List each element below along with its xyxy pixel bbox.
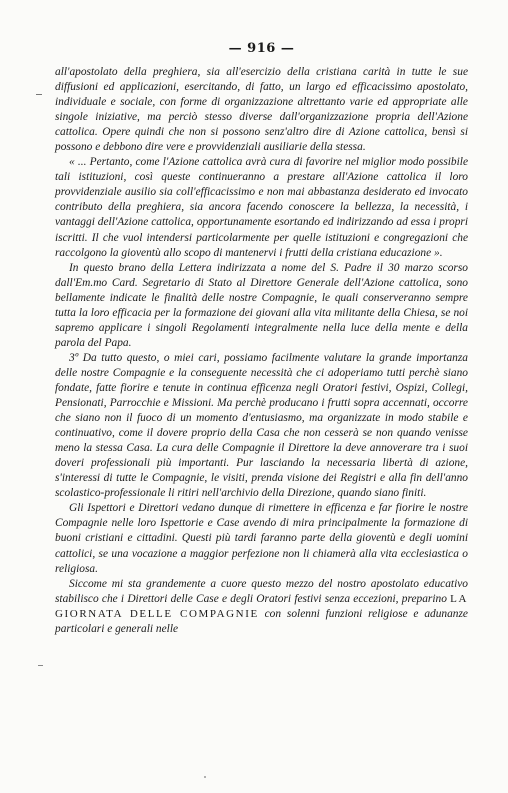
quoted-paragraph: « ... Pertanto, come l'Azione cattolica avrà cura di favorire nel miglior modo possibile tali istituzioni, così queste continueranno a prestare all'Azione cattolica il loro provvidenziale ausilio sia coll'efficacissimo e non mai abbastanza desiderato ed invocato contributo della preghiera, sia ancora facendo conoscere la bellezza, la necessità, i vantaggi dell'Azione cattolica, opportunamente esortando ed indirizzando ad essa i propri iscritti. Il che vuol intendersi particolarmente per quelle istituzioni e congregazioni che raccolgono la gioventù allo scopo di mantenervi i frutti della cristiana educazione ».	[55, 156, 468, 259]
paragraph: Gli Ispettori e Direttori vedano dunque di rimettere in efficenza e far fiorire le nostre Compagnie nelle loro Ispettorie e Case avendo di mira principalmente la formazione di buoni cristiani e cittadini. Questi più tardi faranno parte della gioventù e degli uomini cattolici, se una vocazione a maggior perfezione non li chiamerà alla vita ecclesiastica o religiosa.	[55, 502, 468, 575]
paragraph: 3º Da tutto questo, o miei cari, possiamo facilmente valutare la grande importanza delle nostre Compagnie e la conseguente necessità che ci adoperiamo tutti perchè siano fondate, fatte fiorire e tenute in continua efficenza negli Oratori festivi, Ospizi, Collegi, Pensionati, Parrocchie e Missioni. Ma perchè producano i frutti sopra accennati, occorre che siano non il fuoco di un momento d'entusiasmo, ma organizzate in modo stabile e continuativo, come il dovere proprio della Casa che non cesserà se non quando venisse meno la stessa Casa. La cura delle Compagnie il Direttore la deve annoverare tra i suoi doveri professionali più importanti. Pur lasciando la necessaria libertà di azione, s'interessi di tutte le Compagnie, le visiti, prenda visione dei Registri e alla fin dell'anno scolastico-professionale li ritiri nell'archivio della Direzione, quando siano finiti.	[55, 351, 468, 500]
print-speck	[204, 776, 206, 778]
margin-mark	[36, 94, 42, 95]
paragraph: all'apostolato della preghiera, sia all'esercizio della cristiana carità in tutte le sue diffusioni ed applicazioni, esercitando, di fatto, un largo ed efficacissimo apostolato, individuale e sociale, con forme di organizzazione altrettanto varie ed appropriate alle singole iniziative, ma perciò stesso diverse dall'organizzazione propria dell'Azione cattolica. Opere quindi che non si possono senz'altro dire di Azione cattolica, bensì si possono e debbono dire vere e provvidenziali ausiliarie della stessa.	[55, 66, 468, 154]
paragraph	[55, 577, 468, 637]
paragraph: In questo brano della Lettera indirizzata a nome del S. Padre il 30 marzo scorso dall'Em.mo Card. Segretario di Stato al Direttore Generale dell'Azione cattolica, sono bellamente indicate le finalità delle nostre Compagnie, le quali conserveranno sempre tutta la loro efficacia per la formazione dei giovani alla vita militante della Chiesa, se noi sapremo applicare i singoli Regolamenti integralmente nella luce della mente e della parola del Papa.	[55, 261, 468, 349]
margin-mark	[38, 665, 43, 666]
paragraph-text: con solenni funzioni religiose e adunanze particolari e generali nelle	[55, 607, 468, 635]
page-number: — 916 —	[228, 41, 295, 56]
small-caps-heading: LA GIORNATA DELLE COMPAGNIE	[55, 592, 468, 620]
body-text	[55, 65, 468, 637]
paragraph-text: Siccome mi sta grandemente a cuore questo mezzo del nostro apostolato educativo stabilisco che i Direttori delle Case e degli Oratori festivi senza eccezioni, preparino	[55, 577, 468, 605]
